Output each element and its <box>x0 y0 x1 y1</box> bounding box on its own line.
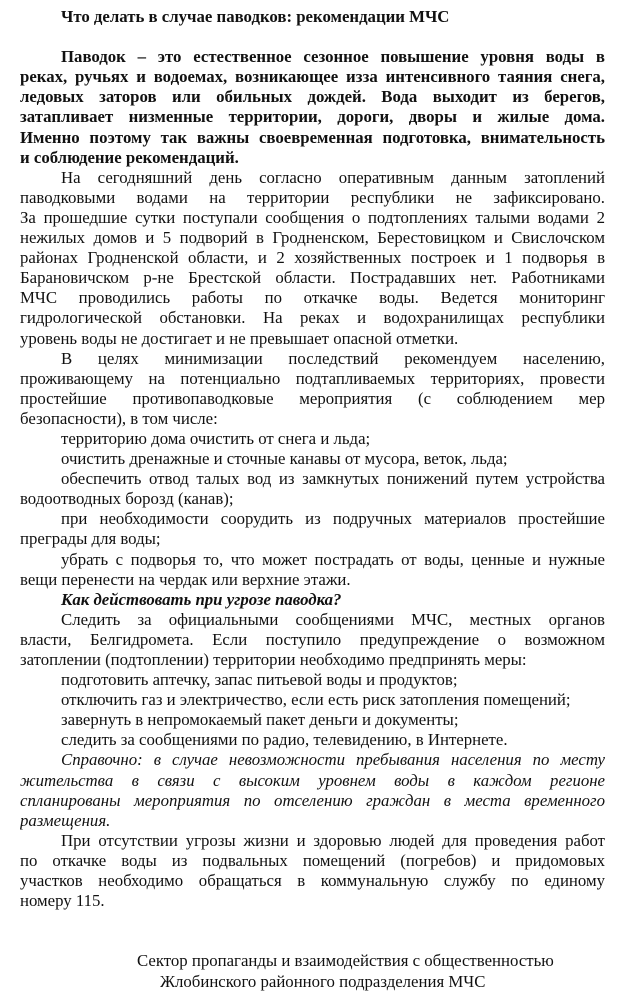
text-line: жительства в связи с высоким уровнем воды в каждом регионе <box>20 770 605 790</box>
blank-line <box>20 931 605 951</box>
paragraph <box>20 168 605 349</box>
paragraph <box>20 349 605 429</box>
text-line: Справочно: в случае невозможности пребывания населения по месту <box>61 750 605 770</box>
text-line: Барановичском р-не Брестской области. Пострадавших нет. Работниками <box>20 268 605 288</box>
text-line: безопасности), в том числе: <box>20 408 218 428</box>
paragraph <box>20 750 605 830</box>
text-line: уровень воды не достигает и не превышает опасной отметки. <box>20 328 459 348</box>
text-line: участков необходимо обращаться в коммунальную службу по единому <box>20 871 605 891</box>
text-line: следить за сообщениями по радио, телевидению, в Интернете. <box>61 730 508 750</box>
paragraph <box>20 449 605 469</box>
text-line: В целях минимизации последствий рекомендуем населению, <box>61 348 605 368</box>
text-line: Как действовать при угрозе паводка? <box>61 589 342 609</box>
text-line: На сегодняшний день согласно оперативным данным затоплений <box>61 167 605 187</box>
paragraph <box>20 730 605 750</box>
text-line: отключить газ и электричество, если есть риск затопления помещений; <box>61 690 571 710</box>
paragraph <box>20 429 605 449</box>
document <box>20 7 605 992</box>
text-line: власти, Белгидромета. Если поступило предупреждение о возможном <box>20 629 605 649</box>
text-line: затоплении (подтоплении) территории необходимо предпринять меры: <box>20 650 527 669</box>
text-line: размещения. <box>20 810 111 830</box>
paragraph <box>20 47 605 168</box>
text-line: реках, ручьях и водоемах, возникающее изза интенсивного таяния снега, <box>20 67 605 87</box>
paragraph <box>20 509 605 549</box>
blank-line <box>20 911 605 931</box>
text-line: МЧС проводились работы по откачке воды. Ведется мониторинг <box>20 288 605 308</box>
paragraph <box>20 670 605 690</box>
text-line: нежилых домов и 5 подворий в Гродненском, Берестовицком и Свислочском <box>20 228 605 248</box>
text-line: паводковыми водами на территории республики не зафиксировано. <box>20 187 605 207</box>
text-line: по откачке воды из подвальных помещений (погребов) и придомовых <box>20 850 605 870</box>
paragraph <box>20 590 605 610</box>
text-line: убрать с подворья то, что может пострадать от воды, ценные и нужные <box>61 549 605 569</box>
text-line: вещи перенести на чердак или верхние этажи. <box>20 569 351 589</box>
text-line: При отсутствии угрозы жизни и здоровью людей для проведения работ <box>61 830 605 850</box>
text-line: обеспечить отвод талых вод из замкнутых понижений путем устройства <box>61 469 605 489</box>
paragraph <box>20 710 605 730</box>
paragraph <box>20 469 605 509</box>
text-line: водоотводных борозд (канав); <box>20 489 234 509</box>
text-line: затапливает низменные территории, дороги, дворы и жилые дома. <box>20 107 605 127</box>
text-line: Паводок – это естественное сезонное повышение уровня воды в <box>61 47 605 67</box>
text-line: преграды для воды; <box>20 529 161 549</box>
text-line: подготовить аптечку, запас питьевой воды и продуктов; <box>61 670 458 690</box>
text-line: территорию дома очистить от снега и льда; <box>61 428 371 448</box>
text-line: Именно поэтому так важны своевременная подготовка, внимательность <box>20 127 605 147</box>
text-line: номеру 115. <box>20 891 105 911</box>
text-line: Следить за официальными сообщениями МЧС, местных органов <box>61 609 605 629</box>
signature-line-2: Жлобинского районного подразделения МЧС <box>160 971 486 991</box>
text-line: За прошедшие сутки поступали сообщения о подтоплениях талыми водами 2 <box>20 207 605 227</box>
text-line: ледовых заторов или обильных дождей. Вода выходит из берегов, <box>20 87 605 107</box>
text-line: и соблюдение рекомендаций. <box>20 147 239 167</box>
document-body <box>20 47 605 911</box>
text-line: при необходимости соорудить из подручных материалов простейшие <box>61 509 605 529</box>
text-line: завернуть в непромокаемый пакет деньги и документы; <box>61 710 459 730</box>
document-title: Что делать в случае паводков: рекомендации МЧС <box>61 7 450 26</box>
text-line: спланированы мероприятия по отселению граждан в места временного <box>20 790 605 810</box>
text-line: проживающему на потенциально подтапливаемых территориях, провести <box>20 368 605 388</box>
paragraph <box>20 690 605 710</box>
blank-line <box>20 27 605 47</box>
text-line: гидрологической обстановки. На реках и водохранилищах республики <box>20 308 605 328</box>
paragraph <box>20 831 605 911</box>
signature-line-1: Сектор пропаганды и взаимодействия с общественностью <box>137 951 554 971</box>
text-line: районах Гродненской области, и 2 хозяйственных построек и 1 подворья в <box>20 248 605 268</box>
paragraph <box>20 550 605 590</box>
text-line: очистить дренажные и сточные канавы от мусора, веток, льда; <box>61 449 508 469</box>
text-line: простейшие противопаводковые мероприятия (с соблюдением мер <box>20 388 605 408</box>
paragraph <box>20 610 605 670</box>
